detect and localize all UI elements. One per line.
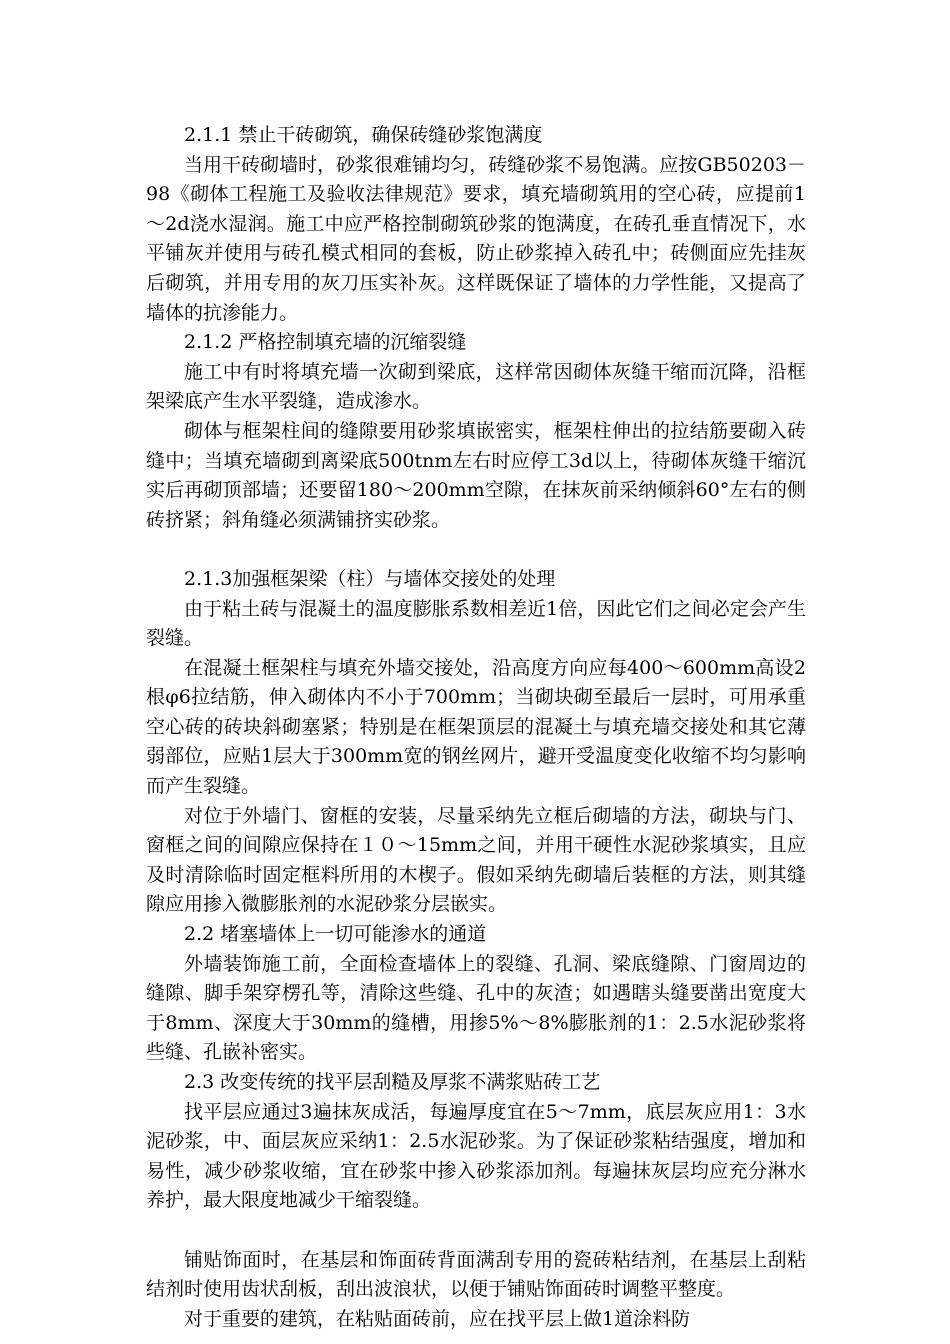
paragraph-waterproof-coating: 对于重要的建筑，在粘贴面砖前，应在找平层上做1道涂料防 — [184, 1307, 691, 1330]
paragraph-plaster-layers: 找平层应通过3遍抹灰成活，每遍厚度宜在5～7mm，底层灰应用1：3水泥砂浆，中、面层灰应采纳1：2.5水泥砂浆。为了保证砂浆粘结强度，增加和易性，减少砂浆收缩，宜在砂浆中掺入砂浆添加剂。每遍抹灰层均应充分淋水养护，最大限度地减少干缩裂缝。 — [146, 1100, 806, 1212]
paragraph-gap-filling: 砌体与框架柱间的缝隙要用砂浆填嵌密实，框架柱伸出的拉结筋要砌入砖缝中；当填充墙砌到离梁底500tnm左右时应停工3d以上，待砌体灰缝干缩沉实后再砌顶部墙；还要留180～200mm空隙，在抹灰前采纳倾斜60°左右的侧砖挤紧；斜角缝必须满铺挤实砂浆。 — [146, 419, 806, 531]
paragraph-dry-brick: 当用干砖砌墙时，砂浆很难铺均匀，砖缝砂浆不易饱满。应按GB50203－98《砌体工程施工及验收法律规范》要求，填充墙砌筑用的空心砖，应提前1～2d浇水湿润。施工中应严格控制砌筑砂浆的饱满度，在砖孔垂直情况下，水平铺灰并使用与砖孔模式相同的套板，防止砂浆掉入砖孔中；砖侧面应先挂灰后砌筑，并用专用的灰刀压实补灰。这样既保证了墙体的力学性能，又提高了墙体的抗渗能力。 — [146, 153, 806, 324]
paragraph-tile-adhesive: 铺贴饰面时，在基层和饰面砖背面满刮专用的瓷砖粘结剂，在基层上刮粘结剂时使用齿状刮板，刮出波浪状，以便于铺贴饰面砖时调整平整度。 — [146, 1248, 806, 1301]
paragraph-spacer — [146, 1216, 806, 1246]
heading-2-1-2: 2.1.2 严格控制填充墙的沉缩裂缝 — [184, 331, 467, 354]
paragraph-tie-bars: 在混凝土框架柱与填充外墙交接处，沿高度方向应每400～600mm高设2根φ6拉结筋，伸入砌体内不小于700mm；当砌块砌至最后一层时，可用承重空心砖的砖块斜砌塞紧；特别是在框架顶层的混凝土与填充墙交接处和其它薄弱部位，应贴1层大于300mm宽的钢丝网片，避开受温度变化收缩不均匀影响而产生裂缝。 — [146, 656, 806, 798]
paragraph-door-window: 对位于外墙门、窗框的安装，尽量采纳先立框后砌墙的方法，砌块与门、窗框之间的间隙应保持在１０～15mm之间，并用干硬性水泥砂浆填实，且应及时清除临时固定框料所用的木楔子。假如采纳先砌墙后装框的方法，则其缝隙应用掺入微膨胀剂的水泥砂浆分层嵌实。 — [146, 804, 806, 916]
heading-2-1-1: 2.1.1 禁止干砖砌筑，确保砖缝砂浆饱满度 — [184, 124, 543, 146]
paragraph-expansion: 由于粘土砖与混凝土的温度膨胀系数相差近1倍，因此它们之间必定会产生裂缝。 — [146, 597, 806, 650]
paragraph-block-channels: 外墙装饰施工前，全面检查墙体上的裂缝、孔洞、梁底缝隙、门窗周边的缝隙、脚手架穿楞孔等，清除这些缝、孔中的灰渣；如遇瞎头缝要凿出宽度大于8mm、深度大于30mm的缝槽，用掺5%～8%膨胀剂的1：2.5水泥砂浆将些缝、孔嵌补密实。 — [146, 952, 806, 1064]
document-body — [146, 121, 806, 1334]
heading-2-1-3: 2.1.3加强框架梁（柱）与墙体交接处的处理 — [184, 567, 556, 590]
heading-2-3: 2.3 改变传统的找平层刮糙及厚浆不满浆贴砖工艺 — [184, 1071, 601, 1093]
paragraph-settlement: 施工中有时将填充墙一次砌到梁底，这样常因砌体灰缝干缩而沉降，沿框架梁底产生水平裂缝，造成渗水。 — [146, 360, 806, 413]
heading-2-2: 2.2 堵塞墙体上一切可能渗水的通道 — [184, 923, 487, 946]
paragraph-spacer — [146, 535, 806, 565]
